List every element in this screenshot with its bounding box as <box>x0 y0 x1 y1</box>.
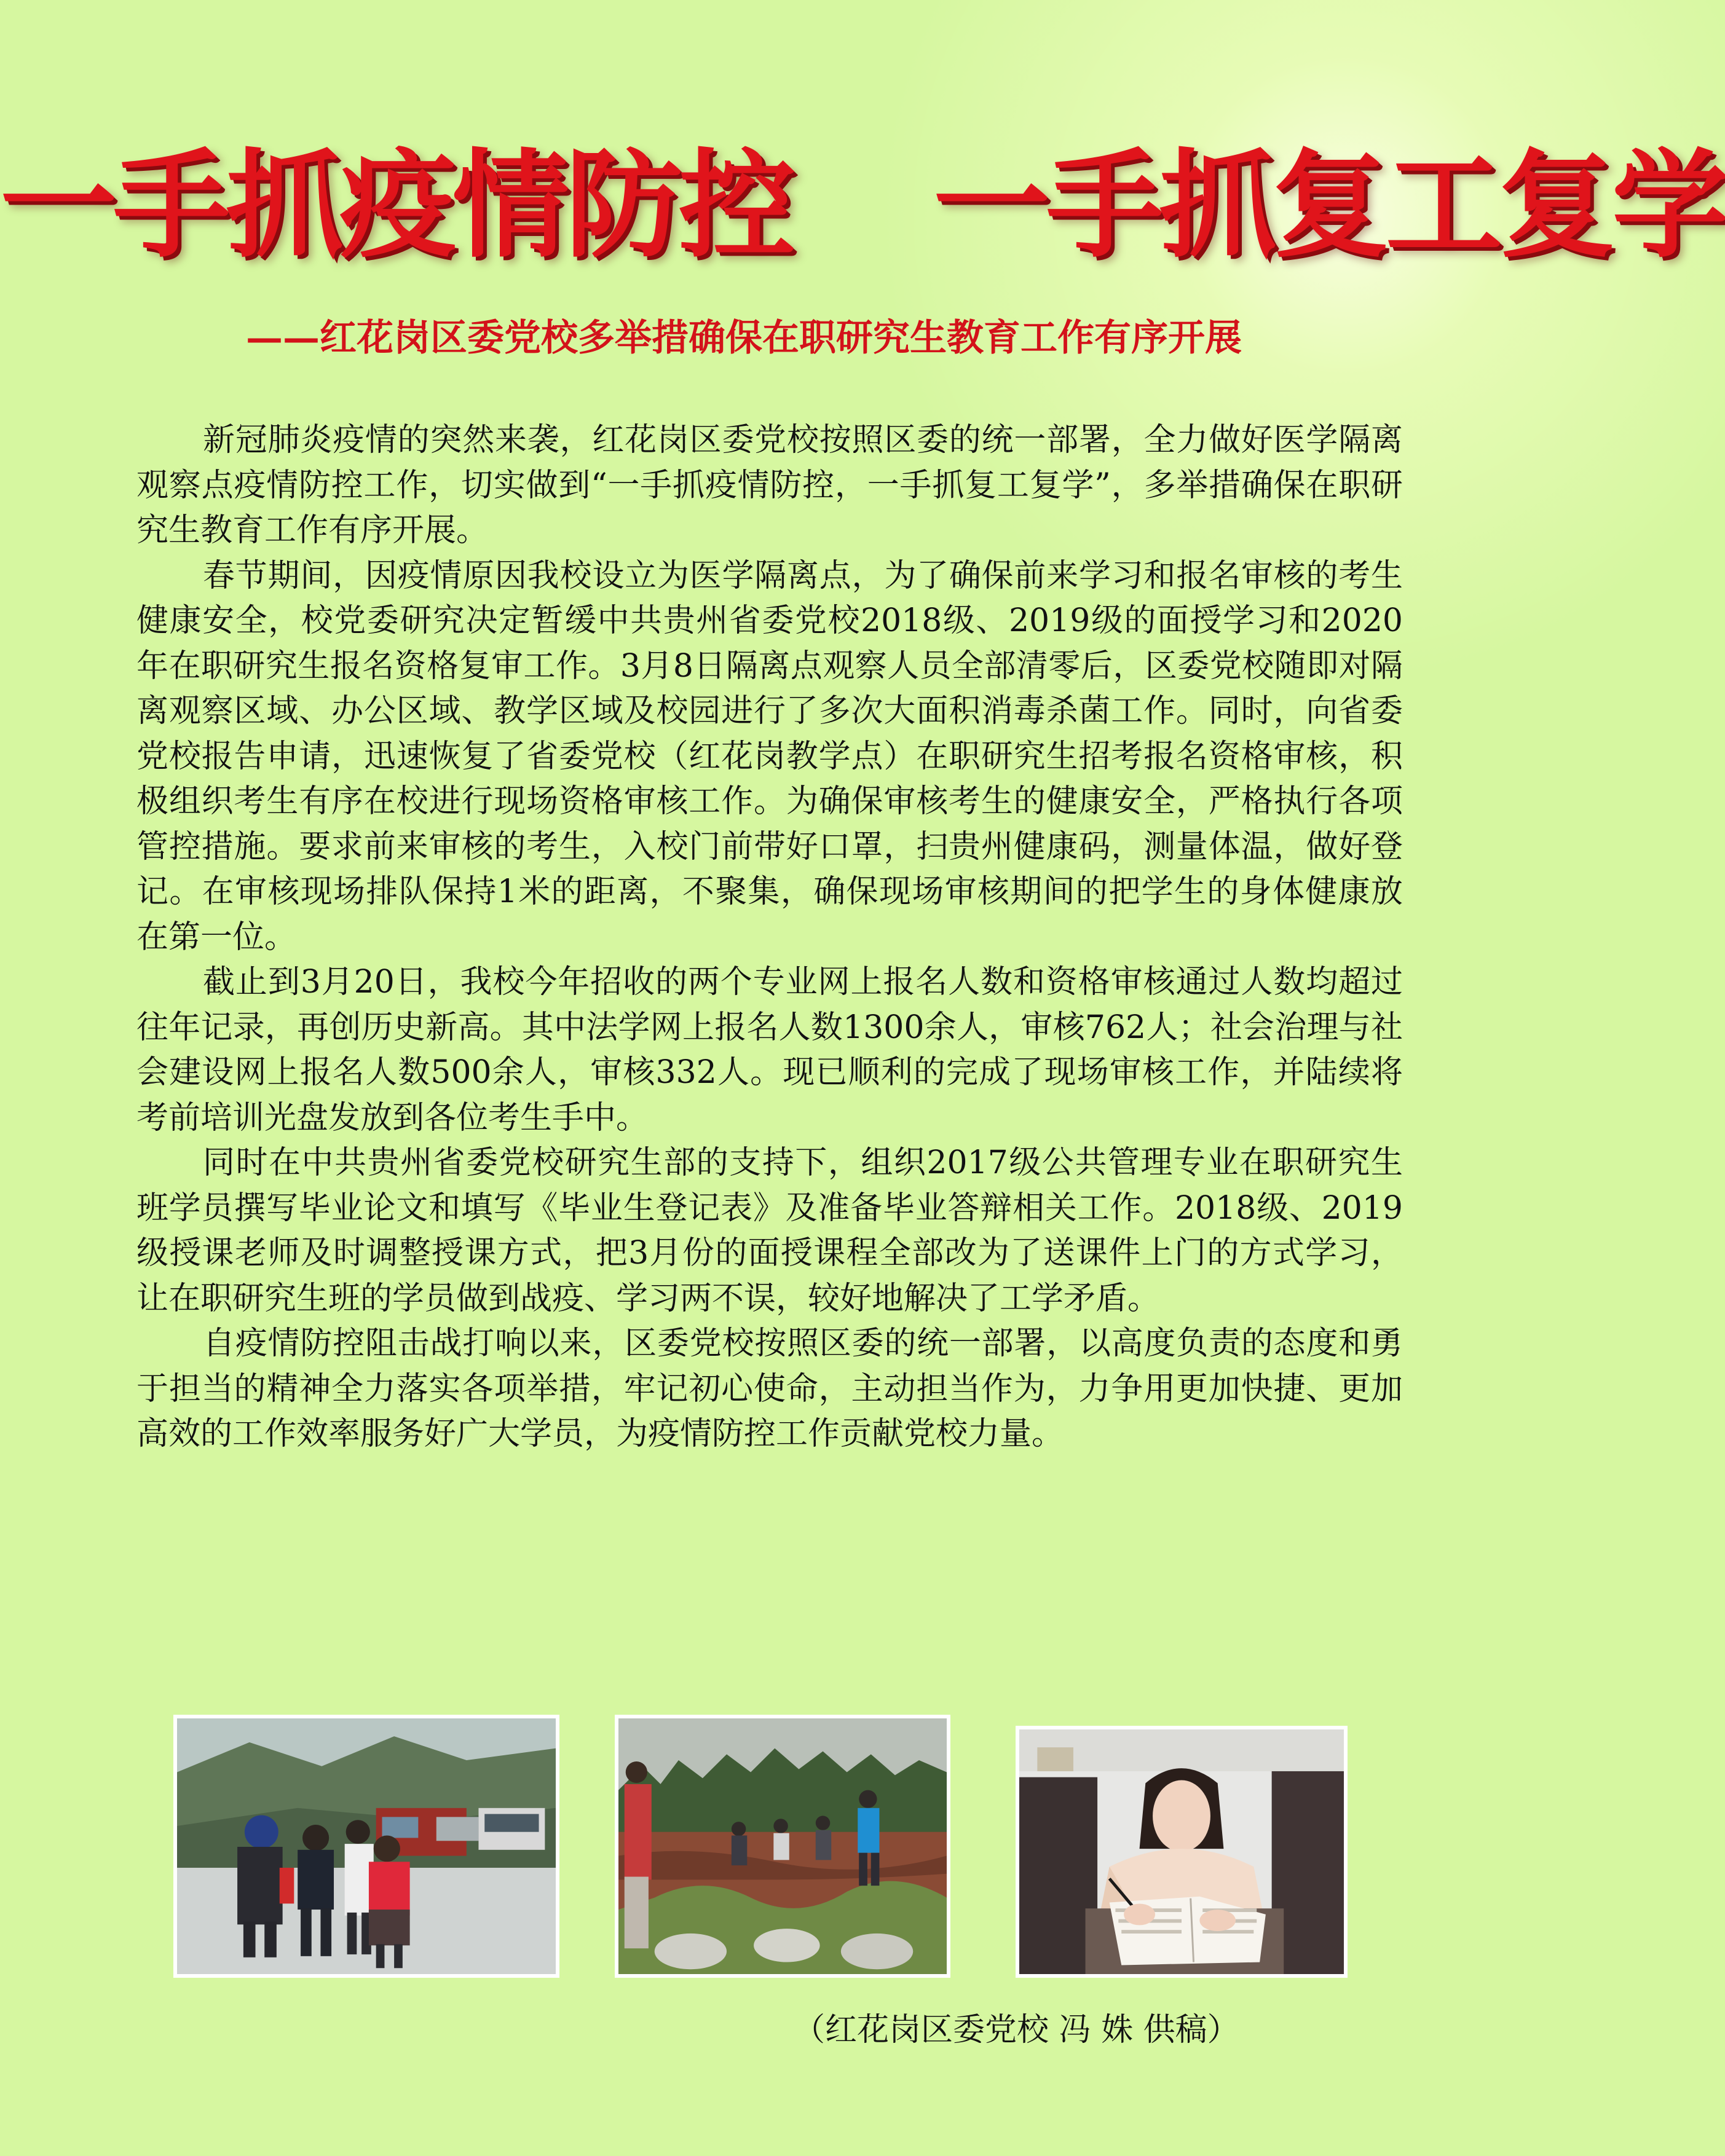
photo-checkpoint-image <box>177 1718 556 1974</box>
photo-field-work <box>615 1715 950 1978</box>
paragraph-1: 新冠肺炎疫情的突然来袭，红花岗区委党校按照区委的统一部署，全力做好医学隔离观察点疫情防控工作，切实做到“一手抓疫情防控，一手抓复工复学”，多举措确保在职研究生教育工作有序开展。 <box>136 422 1403 549</box>
photo-checkpoint <box>173 1715 559 1978</box>
paragraph-5: 自疫情防控阻击战打响以来，区委党校按照区委的统一部署，以高度负责的态度和勇于担当的精神全力落实各项举措，牢记初心使命，主动担当作为，力争用更加快捷、更加高效的工作效率服务好广大学员，为疫情防控工作贡献党校力量。 <box>136 1325 1403 1452</box>
main-title-part1: 一手抓疫情防控 <box>0 138 792 273</box>
article-body <box>136 418 1403 1457</box>
photo-field-work-image <box>618 1718 947 1974</box>
main-title <box>0 132 1725 280</box>
paragraph-2: 春节期间，因疫情原因我校设立为医学隔离点，为了确保前来学习和报名审核的考生健康安全，校党委研究决定暂缓中共贵州省委党校2018级、2019级的面授学习和2020年在职研究生报名资格复审工作。3月8日隔离点观察人员全部清零后，区委党校随即对隔离观察区域、办公区域、教学区域及校园进行了多次大面积消毒杀菌工作。同时，向省委党校报告申请，迅速恢复了省委党校（红花岗教学点）在职研究生招考报名资格审核，积极组织考生有序在校进行现场资格审核工作。为确保审核考生的健康安全，严格执行各项管控措施。要求前来审核的考生，入校门前带好口罩，扫贵州健康码，测量体温，做好登记。在审核现场排队保持1米的距离，不聚集，确保现场审核期间的把学生的身体健康放在第一位。 <box>136 557 1403 956</box>
photo-student-writing-image <box>1019 1729 1344 1974</box>
photo-strip <box>0 1715 1525 1985</box>
subtitle: ——红花岗区委党校多举措确保在职研究生教育工作有序开展 <box>246 317 1242 360</box>
author-credit: （红花岗区委党校 冯 姝 供稿） <box>793 2012 1239 2048</box>
main-title-part2: 一手抓复工复学 <box>933 138 1725 273</box>
paragraph-3: 截止到3月20日，我校今年招收的两个专业网上报名人数和资格审核通过人数均超过往年记录，再创历史新高。其中法学网上报名人数1300余人，审核762人；社会治理与社会建设网上报名人数500余人，审核332人。现已顺利的完成了现场审核工作，并陆续将考前培训光盘发放到各位考生手中。 <box>136 964 1403 1136</box>
photo-student-writing <box>1016 1726 1348 1978</box>
paragraph-4: 同时在中共贵州省委党校研究生部的支持下，组织2017级公共管理专业在职研究生班学员撰写毕业论文和填写《毕业生登记表》及准备毕业答辩相关工作。2018级、2019级授课老师及时调整授课方式，把3月份的面授课程全部改为了送课件上门的方式学习，让在职研究生班的学员做到战疫、学习两不误，较好地解决了工学矛盾。 <box>136 1144 1403 1317</box>
